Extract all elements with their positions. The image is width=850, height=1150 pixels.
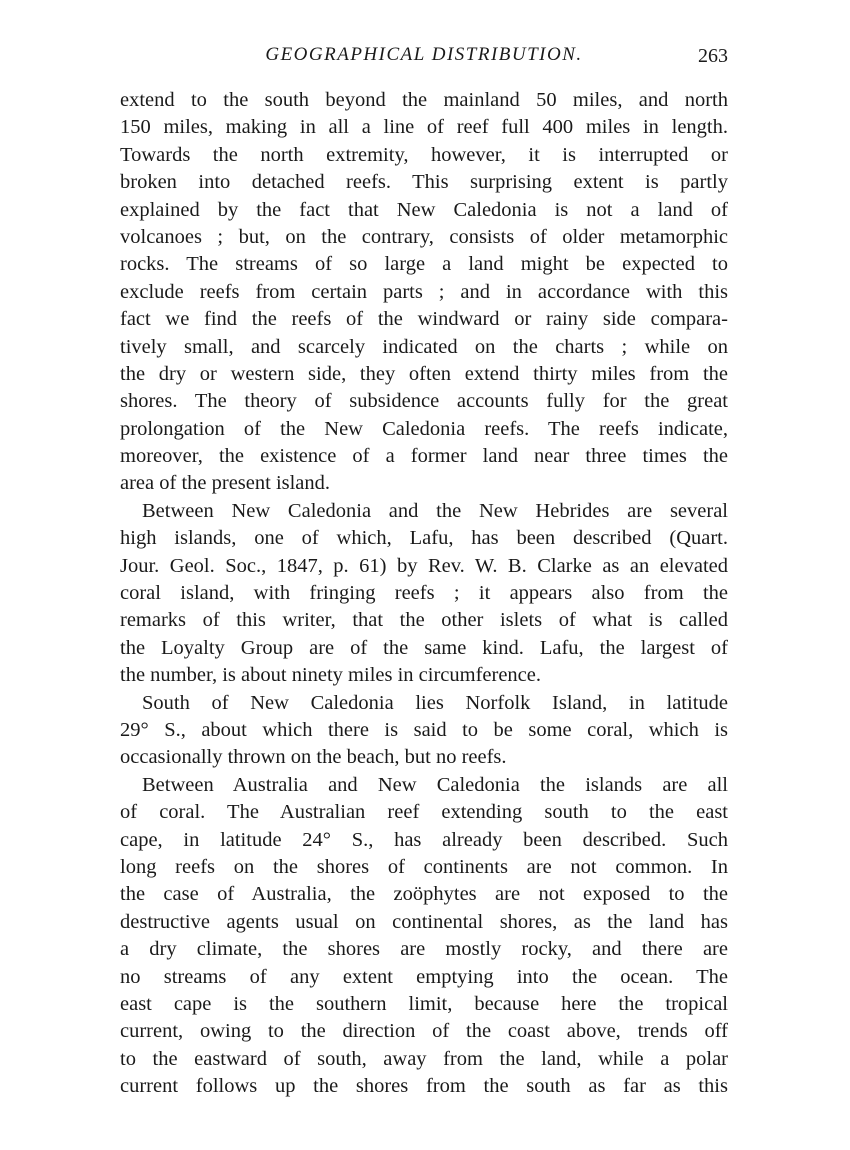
text-line: the number, is about ninety miles in circumference. [120,664,542,687]
text-line: occasionally thrown on the beach, but no reefs. [120,746,507,769]
text-line: coral island, with fringing reefs ; it appears also from the [120,582,728,605]
text-line: east cape is the southern limit, because here the tropical [120,992,728,1015]
text-line: Between Australia and New Caledonia the islands are all [142,773,728,796]
text-line: current, owing to the direction of the coast above, trends off [120,1020,728,1043]
text-line: moreover, the existence of a former land near three times the [120,445,728,468]
paragraph [120,690,728,772]
body-text [120,87,728,1100]
text-line: broken into detached reefs. This surprising extent is partly [120,171,728,194]
text-line: exclude reefs from certain parts ; and in accordance with this [120,280,728,303]
text-line: no streams of any extent emptying into the ocean. The [120,965,728,988]
text-line: cape, in latitude 24° S., has already been described. Such [120,828,728,851]
page-number: 263 [698,45,728,67]
text-line: 29° S., about which there is said to be some coral, which is [120,718,728,741]
text-line: rocks. The streams of so large a land might be expected to [120,253,728,276]
text-line: Between New Caledonia and the New Hebrides are several [142,499,728,522]
paragraph [120,87,728,498]
text-line: prolongation of the New Caledonia reefs. The reefs indicate, [120,417,728,440]
text-line: shores. The theory of subsidence accounts fully for the great [120,390,728,413]
text-line: remarks of this writer, that the other islets of what is called [120,609,728,632]
text-line: explained by the fact that New Caledonia is not a land of [120,198,728,221]
running-title: GEOGRAPHICAL DISTRIBUTION. [265,44,583,65]
paragraph [120,772,728,1101]
text-line: of coral. The Australian reef extending south to the east [120,801,728,824]
text-line: South of New Caledonia lies Norfolk Island, in latitude [142,691,728,714]
text-line: destructive agents usual on continental shores, as the land has [120,910,728,933]
text-line: the dry or western side, they often extend thirty miles from the [120,362,728,385]
text-line: volcanoes ; but, on the contrary, consists of older metamorphic [120,225,728,248]
text-line: 150 miles, making in all a line of reef full 400 miles in length. [120,116,728,139]
text-line: current follows up the shores from the south as far as this [120,1075,728,1098]
text-line: high islands, one of which, Lafu, has been described (Quart. [120,527,728,550]
text-line: Jour. Geol. Soc., 1847, p. 61) by Rev. W. B. Clarke as an elevated [120,554,728,577]
text-line: tively small, and scarcely indicated on the charts ; while on [120,335,728,358]
text-line: long reefs on the shores of continents are not common. In [120,855,728,878]
text-line: the case of Australia, the zoöphytes are not exposed to the [120,883,728,906]
text-line: area of the present island. [120,472,331,495]
text-line: to the eastward of south, away from the land, while a polar [120,1047,728,1070]
text-line: fact we find the reefs of the windward or rainy side compara- [120,308,728,331]
text-line: the Loyalty Group are of the same kind. Lafu, the largest of [120,636,728,659]
text-line: a dry climate, the shores are mostly rocky, and there are [120,938,728,961]
text-line: extend to the south beyond the mainland 50 miles, and north [120,89,728,111]
text-line: Towards the north extremity, however, it is interrupted or [120,143,728,166]
running-head [120,44,728,74]
paragraph [120,498,728,690]
